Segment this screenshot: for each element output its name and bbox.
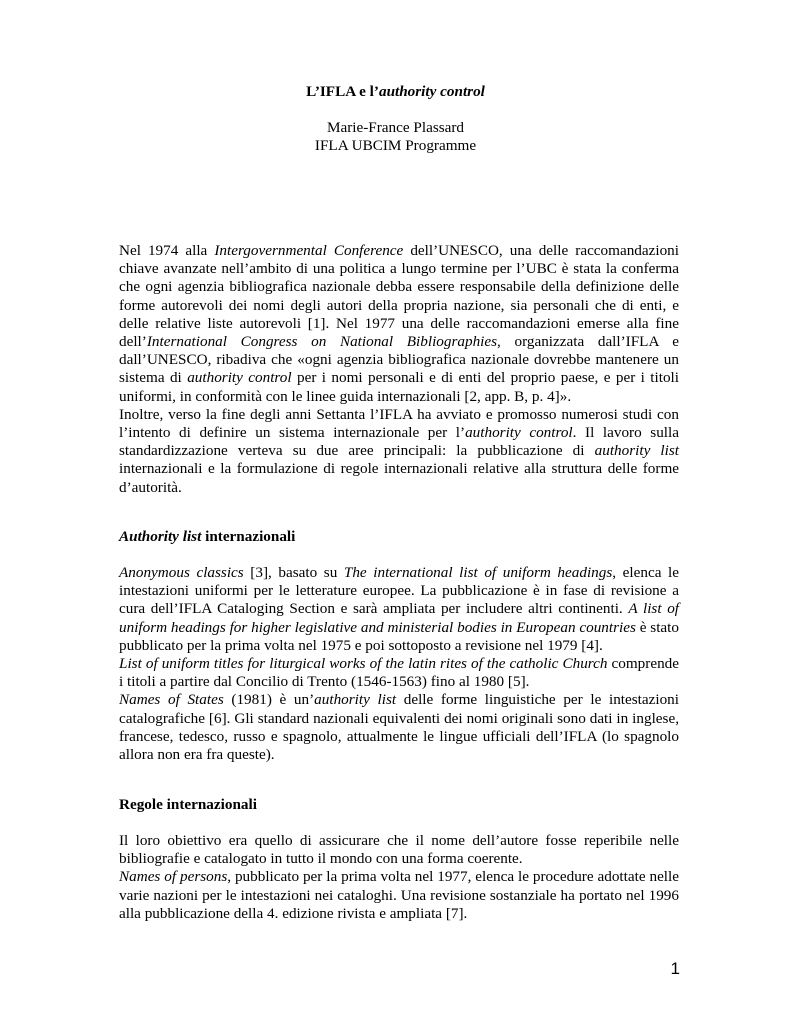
text-run: , elenca le intestazioni uniformi per le letterature europee. La pubblicazione è in fase di revisione a cura dell’IFLA Cataloging Section e sarà ampliata per includere altri continenti. — [119, 564, 679, 618]
text-run: , organizzata dall’IFLA e dall’UNESCO, ribadiva che «ogni agenzia bibliografica nazionale dovrebbe mantenere un sistema di — [119, 333, 679, 387]
text-run: Il loro obiettivo era quello di assicurare che il nome dell’autore fosse reperibile nelle bibliografie e catalogato in tutto il mondo con una forma coerente. — [119, 832, 679, 868]
italic-text: authority control — [465, 424, 573, 442]
section-heading-authority-list — [119, 528, 679, 546]
paragraph — [119, 655, 679, 691]
text-run: . Il lavoro sulla standardizzazione verteva su due aree principali: la pubblicazione di — [119, 424, 679, 460]
text-run: delle forme linguistiche per le intestazioni catalografiche [6]. Gli standard nazionali equivalenti dei nomi originali sono dati in inglese, francese, tedesco, russo e spagnolo, attualmente le lingue ufficiali dell’IFLA (lo spagnolo allora non era fra queste). — [119, 691, 679, 764]
page-number: 1 — [670, 959, 680, 978]
italic-text: Intergovernmental Conference — [214, 242, 404, 259]
text-run: internazionali e la formulazione di regole internazionali relative alla struttura delle forme d’autorità. — [119, 460, 679, 496]
text-run: Nel 1974 alla — [119, 242, 215, 259]
text-run: comprende i titoli a partire dal Concilio di Trento (1546-1563) fino al 1980 [5]. — [119, 655, 680, 691]
intro-paragraph-2 — [119, 406, 679, 497]
document-title — [0, 83, 791, 101]
italic-text: authority list — [594, 442, 679, 460]
paragraph — [119, 564, 679, 655]
italic-text: The international list of uniform headings — [343, 564, 613, 581]
author-name: Marie-France Plassard — [326, 119, 465, 136]
italic-text: International Congress on National Bibliographies — [146, 333, 498, 351]
text-run: [3], basato su — [243, 564, 344, 581]
text-run: è stato pubblicato per la prima volta nel 1975 e poi sottoposto a revisione nel 1979 [4]. — [119, 618, 679, 654]
italic-text: A list of uniform headings for higher legislative and ministerial bodies in European countries — [119, 600, 680, 636]
italic-text: Names of persons — [119, 868, 228, 886]
italic-text: Names of States — [119, 691, 224, 709]
section-rules-body — [119, 832, 679, 923]
section-authority-list-body — [119, 564, 679, 764]
italic-text: Anonymous classics — [119, 564, 244, 581]
text-run: dell’UNESCO, una delle raccomandazioni chiave avanzate nell’ambito di una politica a lungo termine per l’UBC è stata la conferma che ogni agenzia bibliografica nazionale debba essere responsabile della definizione delle forme autorevoli dei nomi degli autori della propria nazione, sia personali che di enti, e delle relative liste autorevoli [1]. Nel 1977 una delle raccomandazioni emerse alla fine dell’ — [119, 242, 679, 351]
author-affiliation: IFLA UBCIM Programme — [314, 137, 477, 154]
italic-text: authority control — [187, 369, 292, 387]
paragraph — [119, 691, 679, 764]
paragraph — [119, 868, 679, 923]
intro-section — [119, 242, 679, 497]
text-run: , pubblicato per la prima volta nel 1977, elenca le procedure adottate nelle varie nazioni per le intestazioni nei cataloghi. Una revisione sostanziale ha portato nel 1996 alla pubblicazione della 4. edizione rivista e ampliata [7]. — [119, 868, 679, 922]
text-run: Inoltre, verso la fine degli anni Settanta l’IFLA ha avviato e promosso numerosi studi con l’intento di definire un sistema internazionale per l’ — [119, 405, 679, 442]
title-italic: authority control — [378, 83, 485, 100]
section-heading-rules: Regole internazionali — [119, 796, 257, 813]
italic-text: List of uniform titles for liturgical works of the latin rites of the catholic Church — [119, 655, 608, 673]
paragraph — [119, 832, 679, 868]
intro-paragraph-1 — [119, 242, 679, 406]
heading-rest: internazionali — [201, 528, 296, 545]
text-run: (1981) è un’ — [223, 691, 315, 709]
title-prefix: L’IFLA e l’ — [306, 83, 379, 100]
heading-italic: Authority list — [119, 528, 202, 545]
text-run: per i nomi personali e di enti del proprio paese, e per i titoli uniformi, in conformità con le linee guida internazionali [2, app. B, p. 4]». — [119, 369, 679, 405]
italic-text: authority list — [314, 691, 397, 709]
